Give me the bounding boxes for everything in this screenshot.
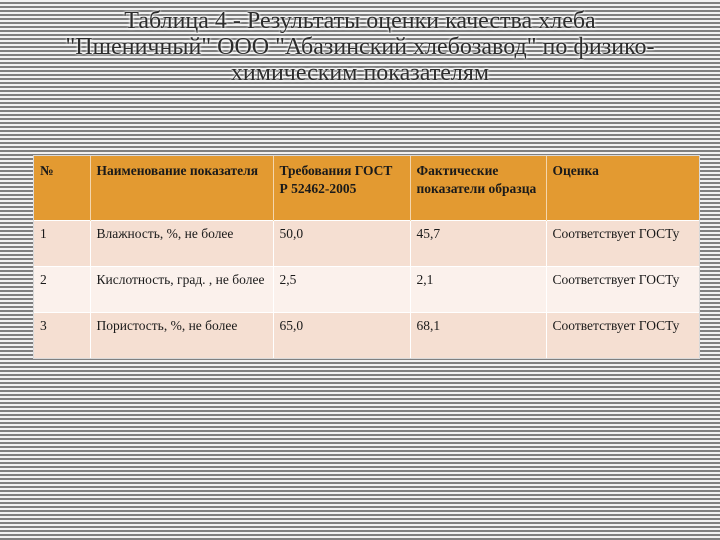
header-actual-values: Фактические показатели образца [410,156,546,221]
cell-assessment: Соответствует ГОСТу [546,221,699,267]
header-assessment: Оценка [552,163,599,178]
table-row [34,221,699,267]
cell-number: 3 [34,313,90,359]
cell-gost-requirement: 65,0 [273,313,410,359]
cell-gost-requirement: 50,0 [273,221,410,267]
header-number: № [34,156,90,221]
header-gost-requirements: Требования ГОСТ Р 52462-2005 [273,156,410,221]
cell-actual-value: 2,1 [410,267,546,313]
cell-number: 2 [34,267,90,313]
header-indicator-name: Наименование показателя [90,156,273,221]
cell-number: 1 [34,221,90,267]
title-line-3: химическим показателям [230,60,490,86]
title-line-1: Таблица 4 - Результаты оценки качества хлеба [124,8,596,34]
cell-gost-requirement: 2,5 [273,267,410,313]
table-header-row [34,156,699,221]
table-row [34,267,699,313]
cell-assessment: Соответствует ГОСТу [546,267,699,313]
title-line-2: "Пшеничный" ООО "Абазинский хлебозавод" по физико- [65,34,655,60]
cell-assessment: Соответствует ГОСТу [546,313,699,359]
cell-indicator-name: Влажность, %, не более [90,221,273,267]
results-table-container [33,155,700,359]
cell-indicator-name: Пористость, %, не более [90,313,273,359]
cell-actual-value: 68,1 [410,313,546,359]
cell-actual-value: 45,7 [410,221,546,267]
table-row [34,313,699,359]
cell-indicator-name: Кислотность, град. , не более [90,267,273,313]
results-table [34,156,699,358]
slide-title [30,8,690,86]
